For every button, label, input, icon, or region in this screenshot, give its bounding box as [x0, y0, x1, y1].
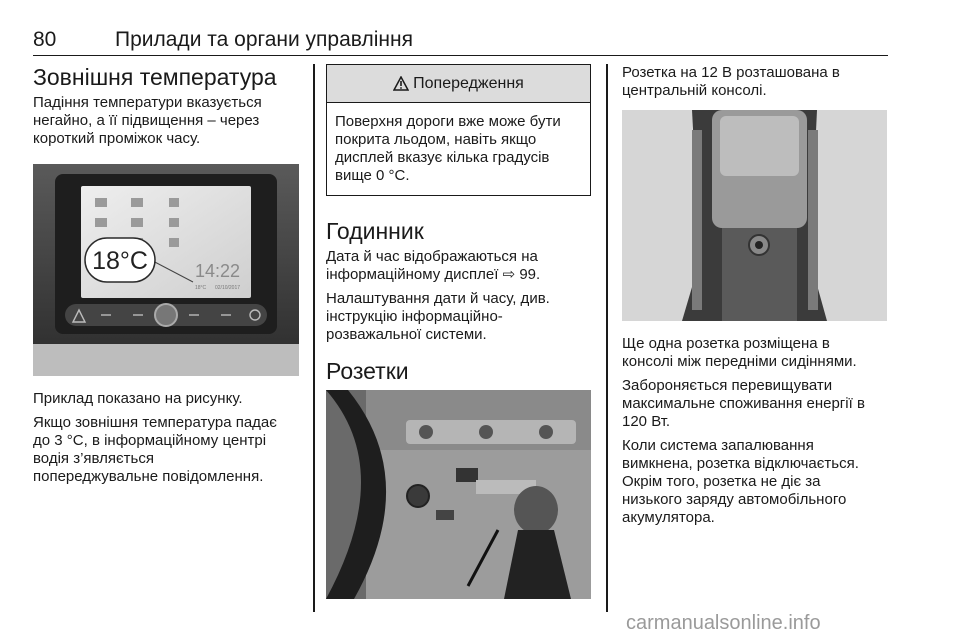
sockets-paragraph-2: Ще одна розетка розміщена в консолі між передніми сидіннями.	[622, 335, 857, 370]
display-clock: 14:22	[195, 261, 241, 281]
warning-icon	[393, 76, 409, 91]
column-divider	[606, 64, 608, 612]
page-header	[33, 22, 888, 56]
warning-box	[326, 64, 591, 196]
infotainment-display-figure	[33, 164, 299, 376]
column-clock-sockets	[326, 64, 591, 599]
sockets-paragraph-1: Розетка на 12 В розташована в центральній консолі.	[622, 64, 840, 99]
display-date: 02/10/2017	[215, 285, 241, 291]
page-number: 80	[33, 28, 57, 51]
outside-temperature-body: Якщо зовнішня температура падає до 3 °C, в інформаційному центрі водія з’являється попереджувальне повідомлення.	[33, 414, 277, 485]
power-socket-icon	[407, 485, 429, 507]
temperature-callout: 18°C	[92, 247, 148, 275]
page-reference-link[interactable]: 99.	[519, 266, 541, 283]
seat-console-socket-figure	[622, 110, 887, 321]
warning-title: Попередження	[413, 74, 524, 92]
display-small-temp: 18°C	[195, 285, 207, 291]
warning-body: Поверхня дороги вже може бути покрита льодом, навіть якщо дисплей вказує кілька градусів вище 0 °C.	[335, 113, 561, 184]
figure-caption: Приклад показано на рисунку.	[33, 390, 243, 407]
seat-console-illustration	[622, 110, 887, 321]
column-outside-temperature	[33, 64, 299, 492]
column-socket-details	[622, 64, 887, 533]
clock-paragraph-2: Налаштування дати й часу, див. інструкцію інформаційно- розважальної системи.	[326, 290, 550, 343]
sockets-paragraph-3: Забороняється перевищувати максимальне споживання енергії в 120 Вт.	[622, 377, 865, 430]
clock-paragraph-1: Дата й час відображаються на інформаційному дисплеї ⇨ 99.	[326, 248, 541, 283]
sockets-paragraph-4: Коли система запалювання вимкнена, розетка відключається. Окрім того, розетка не діє за низького заряду автомобільного акумулятора.	[622, 437, 859, 526]
warning-header	[327, 65, 590, 103]
center-console-socket-figure	[326, 390, 591, 599]
console-illustration	[326, 390, 591, 599]
display-illustration	[33, 164, 299, 376]
page-reference-arrow-icon: ⇨	[502, 266, 516, 283]
outside-temperature-heading: Зовнішня температура	[33, 64, 277, 90]
clock-heading: Годинник	[326, 218, 424, 244]
header-title: Прилади та органи управління	[115, 28, 413, 51]
sockets-heading: Розетки	[326, 358, 409, 384]
watermark: carmanualsonline.info	[626, 612, 821, 634]
intro-paragraph: Падіння температури вказується негайно, а її підвищення – через короткий проміжок часу.	[33, 94, 262, 147]
column-divider	[313, 64, 315, 612]
